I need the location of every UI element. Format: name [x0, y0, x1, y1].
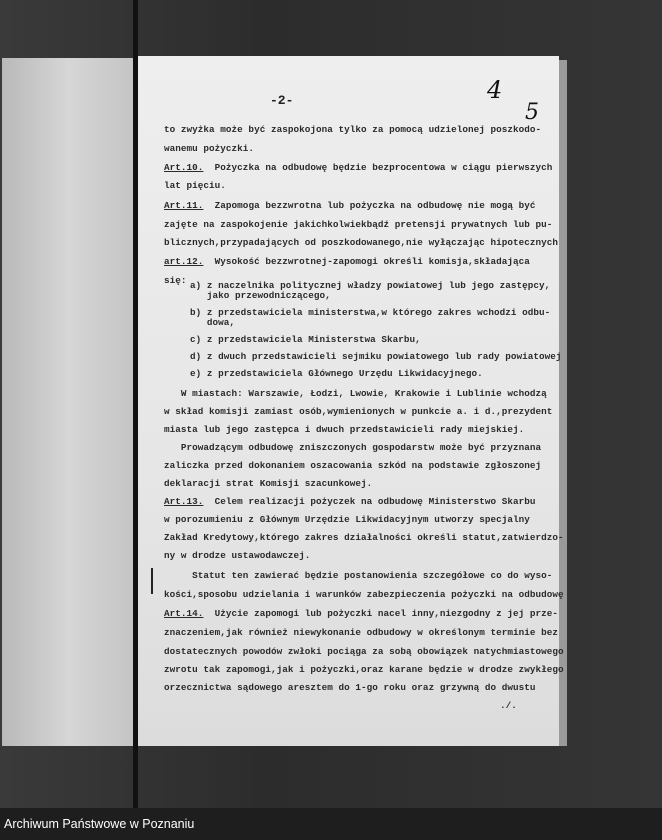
- text-line: ny w drodze ustawodawczej.: [164, 550, 311, 561]
- text-line: d) z dwuch przedstawicieli sejmiku powiatowego lub rady powiatowej: [190, 351, 562, 362]
- text-line: się:: [164, 275, 187, 286]
- text-line: w porozumieniu z Głównym Urzędzie Likwidacyjnym utworzy specjalny: [164, 514, 530, 525]
- text-line: Zakład Kredytowy,którego zakres działalności określi statut,zatwierdzo-: [164, 532, 564, 543]
- footer-bar: [0, 808, 662, 840]
- text-line: znaczeniem,jak również niewykonanie odbudowy w określonym terminie bez: [164, 627, 559, 638]
- page-marker: -2-: [270, 93, 294, 108]
- article-label: Art.13.: [164, 496, 204, 507]
- text-line: Art.11. Zapomoga bezzwrotna lub pożyczka na odbudowę nie mogą być: [164, 200, 536, 211]
- text-line: blicznych,przypadających od poszkodowanego,nie wyłączając hipotecznych: [164, 237, 559, 248]
- article-label: Art.11.: [164, 200, 204, 211]
- text-line: b) z przedstawiciela ministerstwa,w którego zakres wchodzi odbu-: [190, 307, 551, 318]
- text-line: zajęte na zaspokojenie jakichkolwiekbądź pretensji prywatnych lub pu-: [164, 219, 553, 230]
- text-line: c) z przedstawiciela Ministerstwa Skarbu,: [190, 334, 421, 345]
- text-line: dowa,: [190, 317, 236, 328]
- text-line: lat pięciu.: [164, 180, 226, 191]
- text-line: Art.10. Pożyczka na odbudowę będzie bezprocentowa w ciągu pierwszych: [164, 162, 553, 173]
- text-line: dostatecznych powodów zwłoki pociąga za sobą obowiązek natychmiastowego: [164, 646, 564, 657]
- text-line: a) z naczelnika politycznej władzy powiatowej lub jego zastępcy,: [190, 280, 551, 291]
- text-line: miasta lub jego zastępca i dwuch przedstawicieli rady miejskiej.: [164, 424, 525, 435]
- previous-page-edge: [2, 58, 135, 746]
- text-line: jako przewodniczącego,: [190, 290, 331, 301]
- handwritten-page-number: 5: [525, 100, 539, 125]
- text-line: e) z przedstawiciela Głównego Urzędu Likwidacyjnego.: [190, 368, 483, 379]
- text-line: zaliczka przed dokonaniem oszacowania szkód na podstawie zgłoszonej: [164, 460, 542, 471]
- page-right-edge: [559, 60, 567, 746]
- handwritten-number-crossed: 4: [487, 76, 503, 104]
- margin-mark: [151, 568, 153, 594]
- document-page: [138, 56, 559, 746]
- article-label: Art.14.: [164, 608, 204, 619]
- text-line: Prowadzącym odbudowę zniszczonych gospodarstw może być przyznana: [164, 442, 542, 453]
- text-line: ./.: [500, 700, 517, 711]
- text-line: W miastach: Warszawie, Łodzi, Lwowie, Krakowie i Lublinie wchodzą: [164, 388, 547, 399]
- text-line: Art.13. Celem realizacji pożyczek na odbudowę Ministerstwo Skarbu: [164, 496, 536, 507]
- text-line: deklaracji strat Komisji szacunkowej.: [164, 478, 373, 489]
- text-line: art.12. Wysokość bezzwrotnej-zapomogi określi komisja,składająca: [164, 256, 530, 267]
- text-line: wanemu pożyczki.: [164, 143, 255, 154]
- article-label: Art.10.: [164, 162, 204, 173]
- text-line: w skład komisji zamiast osób,wymienionych w punkcie a. i d.,prezydent: [164, 406, 553, 417]
- text-line: orzecznictwa sądowego aresztem do 1-go roku oraz grzywną do dwustu: [164, 682, 536, 693]
- text-line: Art.14. Użycie zapomogi lub pożyczki nacel inny,niezgodny z jej prze-: [164, 608, 559, 619]
- text-line: Statut ten zawierać będzie postanowienia szczegółowe co do wyso-: [164, 570, 553, 581]
- text-line: to zwyżka może być zaspokojona tylko za pomocą udzielonej poszkodo-: [164, 124, 542, 135]
- archive-name: Archiwum Państwowe w Poznaniu: [4, 817, 195, 831]
- text-line: kości,sposobu udzielania i warunków zabezpieczenia pożyczki na odbudowę: [164, 589, 564, 600]
- article-label: art.12.: [164, 256, 204, 267]
- text-line: zwrotu tak zapomogi,jak i pożyczki,oraz karane będzie w drodze zwykłego: [164, 664, 564, 675]
